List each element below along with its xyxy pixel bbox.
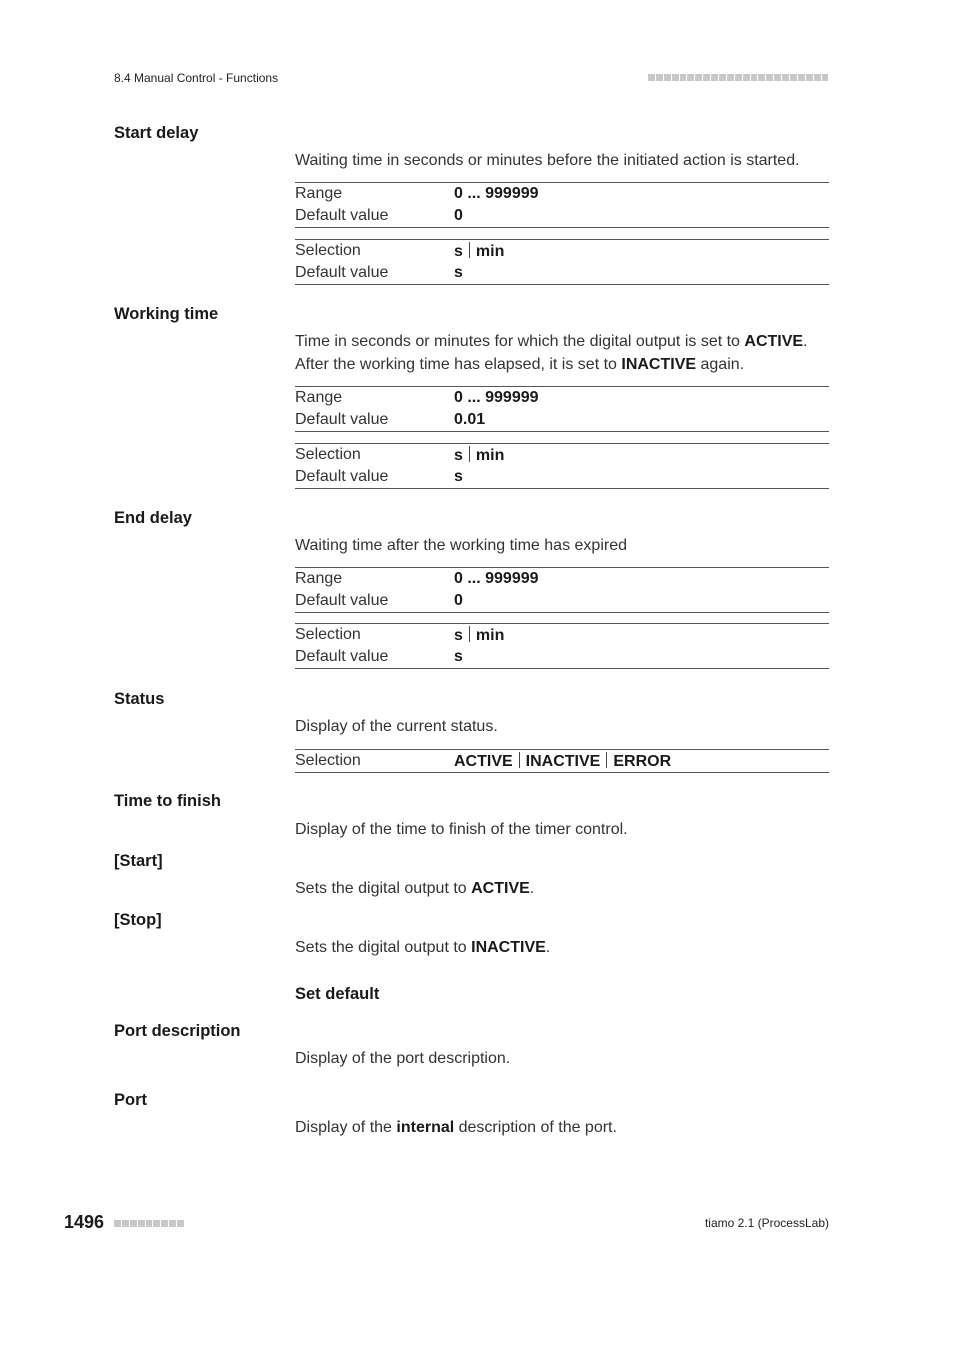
separator: [469, 242, 470, 258]
table-value: s: [454, 446, 463, 464]
table-value: INACTIVE: [525, 752, 601, 770]
decoration-square: [790, 74, 797, 81]
decoration-square: [727, 74, 734, 81]
decoration-square: [695, 74, 702, 81]
decoration-square: [703, 74, 710, 81]
product-name: tiamo 2.1 (ProcessLab): [704, 1216, 829, 1230]
decoration-square: [719, 74, 726, 81]
decoration-square: [122, 1220, 129, 1227]
table-row: [295, 590, 829, 612]
table-row: [295, 240, 829, 262]
table-value: min: [475, 626, 505, 644]
table-label: Range: [295, 185, 343, 202]
table-label: Selection: [295, 446, 361, 463]
decoration-square: [664, 74, 671, 81]
table-value: s: [454, 264, 463, 281]
separator: [606, 752, 607, 768]
table-row: [295, 205, 829, 227]
running-header-section: 8.4 Manual Control - Functions: [114, 71, 279, 85]
table-label: Default value: [295, 468, 389, 485]
decoration-square: [161, 1220, 168, 1227]
decoration-square: [766, 74, 773, 81]
table-value: 0 ... 999999: [454, 570, 539, 587]
table-label: Default value: [295, 592, 389, 609]
working-time-range-table: [295, 386, 829, 432]
page-number: 1496: [64, 1212, 105, 1232]
start-delay-range-table: [295, 182, 829, 228]
table-label: Default value: [295, 264, 389, 281]
status-heading: Status: [114, 690, 165, 708]
start-description: Sets the digital output to ACTIVE.: [295, 880, 535, 897]
decoration-square: [648, 74, 655, 81]
table-value: s: [454, 242, 463, 260]
start-delay-description: Waiting time in seconds or minutes before the initiated action is started.: [295, 152, 800, 169]
table-value: 0 ... 999999: [454, 185, 539, 202]
decoration-square: [656, 74, 663, 81]
end-delay-unit-table: [295, 623, 829, 669]
table-label: Default value: [295, 648, 389, 665]
decoration-square: [806, 74, 813, 81]
table-row: [295, 262, 829, 284]
time-to-finish-heading: Time to finish: [114, 792, 221, 810]
decoration-square: [711, 74, 718, 81]
port-description-text: Display of the port description.: [295, 1050, 511, 1067]
table-row: [295, 750, 829, 772]
table-value: ACTIVE: [454, 752, 513, 770]
decoration-square: [138, 1220, 145, 1227]
status-table: [295, 749, 829, 773]
table-value: 0 ... 999999: [454, 389, 539, 406]
decoration-square: [130, 1220, 137, 1227]
port-heading: Port: [114, 1091, 147, 1109]
port-text: Display of the internal description of the port.: [295, 1119, 617, 1136]
end-delay-heading: End delay: [114, 509, 192, 527]
decoration-square: [687, 74, 694, 81]
decoration-square: [743, 74, 750, 81]
decoration-square: [672, 74, 679, 81]
table-label: Selection: [295, 626, 361, 643]
table-row: [295, 409, 829, 431]
decoration-square: [680, 74, 687, 81]
working-time-heading: Working time: [114, 305, 219, 323]
table-value: min: [475, 242, 505, 260]
table-label: Default value: [295, 411, 389, 428]
decoration-square: [798, 74, 805, 81]
decoration-square: [169, 1220, 176, 1227]
table-label: Range: [295, 389, 343, 406]
port-description-heading: Port description: [114, 1022, 241, 1040]
set-default-heading: Set default: [295, 985, 380, 1003]
start-heading: [Start]: [114, 852, 163, 870]
decoration-square: [822, 74, 829, 81]
table-value: s: [454, 626, 463, 644]
decoration-square: [735, 74, 742, 81]
table-value: 0: [454, 592, 463, 609]
table-row: [295, 646, 829, 668]
separator: [469, 626, 470, 642]
start-delay-heading: Start delay: [114, 124, 199, 142]
status-description: Display of the current status.: [295, 718, 498, 735]
time-to-finish-description: Display of the time to finish of the timer control.: [295, 821, 628, 838]
start-delay-unit-table: [295, 239, 829, 285]
table-value: min: [475, 446, 505, 464]
table-label: Selection: [295, 242, 361, 259]
stop-description: Sets the digital output to INACTIVE.: [295, 939, 551, 956]
table-row: [295, 466, 829, 488]
decoration-square: [177, 1220, 184, 1227]
table-label: Selection: [295, 752, 361, 769]
decoration-square: [782, 74, 789, 81]
table-row: [295, 568, 829, 590]
table-row: [295, 444, 829, 466]
footer-decoration: [114, 1220, 184, 1227]
decoration-square: [114, 1220, 121, 1227]
stop-heading: [Stop]: [114, 911, 162, 929]
table-value: 0: [454, 207, 463, 224]
separator: [469, 446, 470, 462]
table-label: Default value: [295, 207, 389, 224]
working-time-unit-table: [295, 443, 829, 489]
decoration-square: [751, 74, 758, 81]
table-value: 0.01: [454, 411, 486, 428]
table-value: ERROR: [613, 752, 672, 770]
table-label: Range: [295, 570, 343, 587]
end-delay-range-table: [295, 567, 829, 613]
decoration-square: [146, 1220, 153, 1227]
table-value: s: [454, 648, 463, 665]
working-time-description: Time in seconds or minutes for which the digital output is set to ACTIVE. After the working time has elapsed, it is set to INACTIVE again.: [295, 333, 808, 373]
separator: [519, 752, 520, 768]
header-decoration: [648, 74, 829, 82]
decoration-square: [153, 1220, 160, 1227]
decoration-square: [774, 74, 781, 81]
table-row: [295, 183, 829, 205]
end-delay-description: Waiting time after the working time has expired: [295, 537, 627, 554]
decoration-square: [814, 74, 821, 81]
table-row: [295, 387, 829, 409]
table-row: [295, 624, 829, 646]
decoration-square: [758, 74, 765, 81]
table-value: s: [454, 468, 463, 485]
